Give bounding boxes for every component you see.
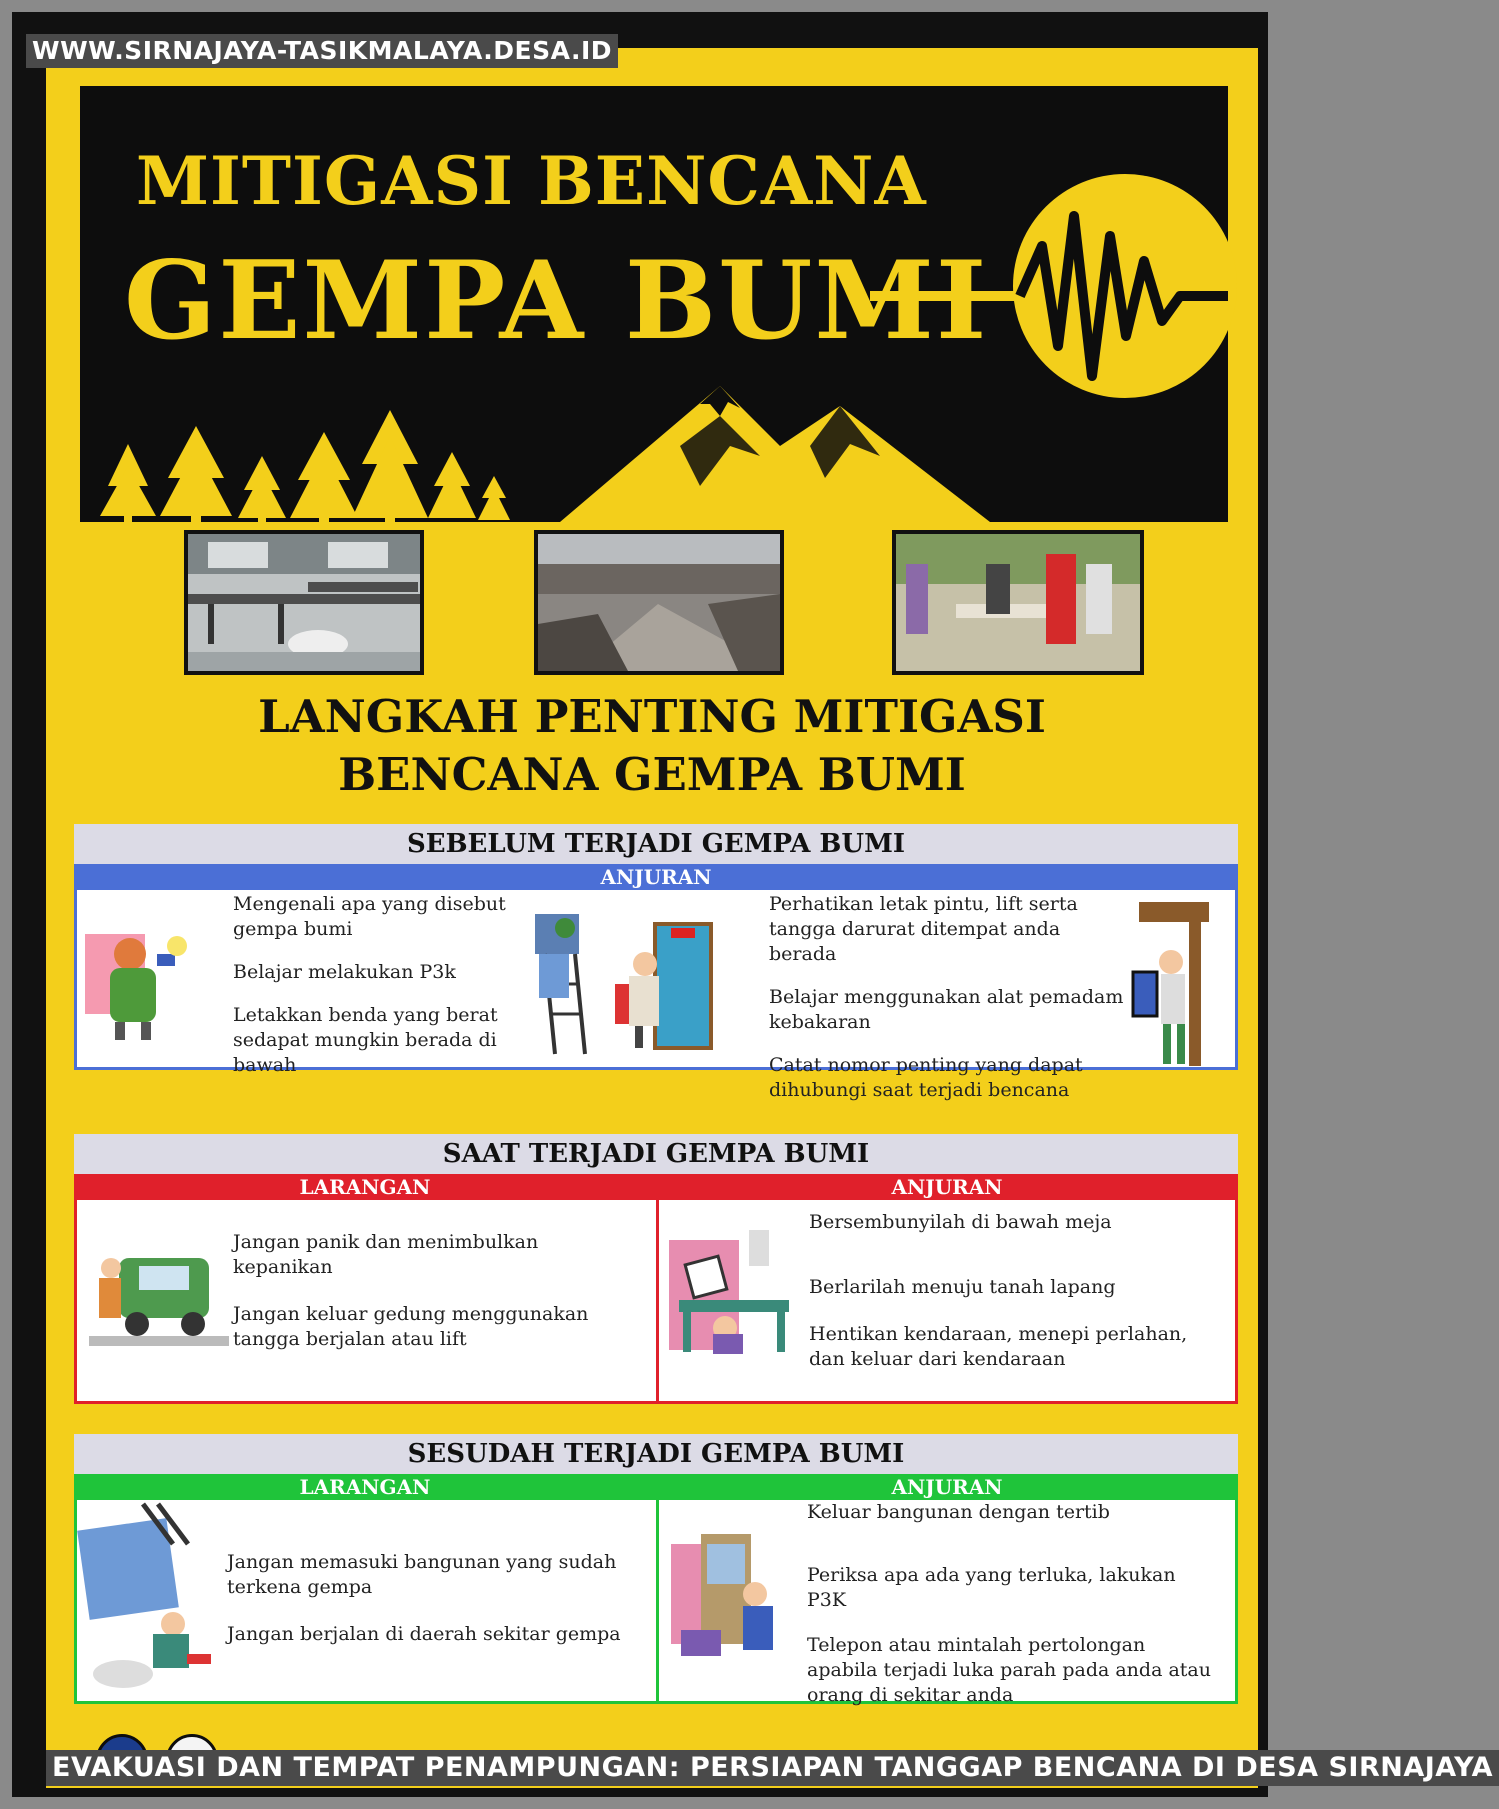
before-right-items — [769, 892, 1129, 1103]
exit-building-illustration — [671, 1534, 791, 1664]
subtitle-line-2: BENCANA GEMPA BUMI — [338, 748, 966, 801]
mountains-illustration — [560, 386, 990, 522]
after-right-items — [807, 1500, 1217, 1708]
list-item: Belajar menggunakan alat pemadam kebakaran — [769, 986, 1124, 1033]
before-body — [74, 890, 1238, 1101]
after-left-items — [227, 1550, 627, 1647]
poster-frame — [12, 12, 1268, 1797]
collapsed-buildings-photo — [534, 530, 784, 675]
list-item: Periksa apa ada yang terluka, lakukan P3K — [807, 1564, 1176, 1611]
article-title-watermark: EVAKUASI DAN TEMPAT PENAMPUNGAN: PERSIAPAN TANGGAP BENCANA DI DESA SIRNAJAYA — [46, 1750, 1499, 1786]
after-anjuran-label: ANJURAN — [891, 1475, 1003, 1499]
before-left-items — [233, 892, 533, 1078]
during-left-items — [233, 1230, 603, 1352]
list-item: Catat nomor penting yang dapat dihubungi saat terjadi bencana — [769, 1054, 1083, 1101]
before-anjuran-bar: ANJURAN — [74, 864, 1238, 890]
after-divider — [656, 1500, 659, 1701]
during-right-items — [809, 1210, 1209, 1372]
during-bar — [74, 1174, 1238, 1200]
after-earthquake-section — [74, 1434, 1238, 1704]
title-line-2: GEMPA BUMI — [124, 238, 989, 364]
flashlight-person-illustration — [85, 924, 185, 1044]
before-heading: SEBELUM TERJADI GEMPA BUMI — [74, 824, 1238, 864]
site-url-watermark: WWW.SIRNAJAYA-TASIKMALAYA.DESA.ID — [26, 34, 618, 68]
during-divider — [656, 1200, 659, 1401]
list-item: Belajar melakukan P3k — [233, 961, 456, 983]
title-banner — [80, 86, 1228, 522]
after-bar — [74, 1474, 1238, 1500]
list-item: Jangan keluar gedung menggunakan tangga berjalan atau lift — [233, 1303, 589, 1350]
section-subtitle — [46, 688, 1258, 804]
during-anjuran-label: ANJURAN — [891, 1175, 1003, 1199]
ladder-climber-illustration — [525, 914, 595, 1054]
list-item: Mengenali apa yang disebut gempa bumi — [233, 893, 506, 940]
after-body — [74, 1500, 1238, 1704]
list-item: Letakkan benda yang berat sedapat mungkin berada di bawah — [233, 1004, 498, 1076]
doorway-person-illustration — [1133, 902, 1223, 1066]
list-item: Jangan berjalan di daerah sekitar gempa — [227, 1623, 621, 1645]
title-line-1: MITIGASI BENCANA — [136, 142, 927, 220]
emergency-exit-door-illustration — [615, 924, 715, 1054]
during-earthquake-section — [74, 1134, 1238, 1404]
trees-illustration — [100, 410, 510, 526]
collapsing-building-illustration — [83, 1504, 223, 1694]
list-item: Telepon atau mintalah pertolongan apabila terjadi luka parah pada anda atau orang di sekitar anda — [807, 1634, 1211, 1706]
list-item: Jangan memasuki bangunan yang sudah terkena gempa — [227, 1551, 617, 1598]
during-body — [74, 1200, 1238, 1404]
list-item: Bersembunyilah di bawah meja — [809, 1211, 1112, 1233]
list-item: Jangan panik dan menimbulkan kepanikan — [233, 1231, 539, 1278]
during-heading: SAAT TERJADI GEMPA BUMI — [74, 1134, 1238, 1174]
list-item: Berlarilah menuju tanah lapang — [809, 1276, 1116, 1298]
panic-vehicle-illustration — [89, 1238, 229, 1348]
list-item: Perhatikan letak pintu, lift serta tangga darurat ditempat anda berada — [769, 893, 1078, 965]
after-larangan-label: LARANGAN — [299, 1475, 431, 1499]
stretcher-rescue-photo — [892, 530, 1144, 675]
before-earthquake-section — [74, 824, 1238, 1101]
list-item: Hentikan kendaraan, menepi perlahan, dan keluar dari kendaraan — [809, 1323, 1188, 1370]
classroom-under-desks-photo — [184, 530, 424, 675]
subtitle-line-1: LANGKAH PENTING MITIGASI — [258, 690, 1046, 743]
list-item: Keluar bangunan dengan tertib — [807, 1501, 1110, 1523]
poster — [46, 48, 1258, 1788]
during-larangan-label: LARANGAN — [299, 1175, 431, 1199]
after-heading: SESUDAH TERJADI GEMPA BUMI — [74, 1434, 1238, 1474]
hide-under-table-illustration — [669, 1230, 799, 1360]
